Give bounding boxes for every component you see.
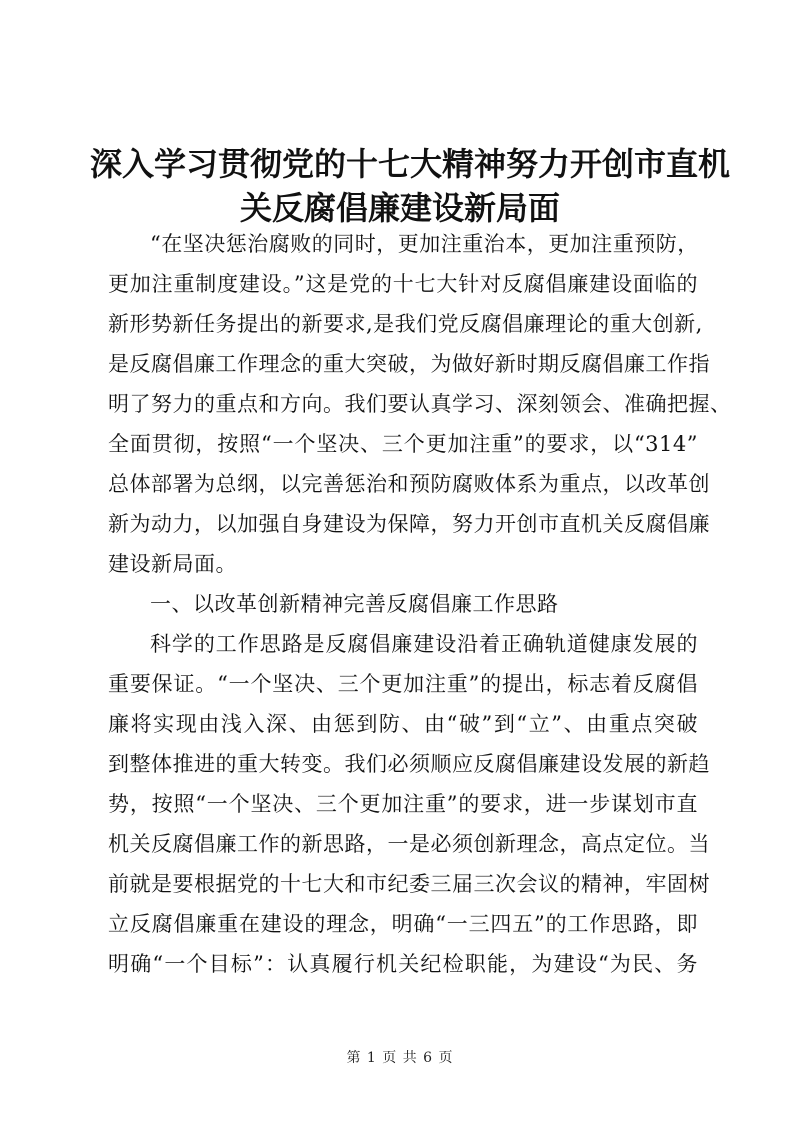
title-line-1: 深入学习贯彻党的十七大精神努力开创市直机	[90, 145, 731, 183]
paragraph-line: 新形势新任务提出的新要求,是我们党反腐倡廉理论的重大创新,	[108, 312, 703, 336]
paragraph-line: 全面贯彻，按照“一个坚决、三个更加注重”的要求，以“314”	[108, 432, 698, 456]
paragraph-line: 更加注重制度建设。”这是党的十七大针对反腐倡廉建设面临的	[108, 272, 698, 296]
paragraph-line: 机关反腐倡廉工作的新思路，一是必须创新理念，高点定位。当	[108, 832, 710, 856]
paragraph-line: 到整体推进的重大转变。我们必须顺应反腐倡廉建设发展的新趋	[108, 752, 710, 776]
document-body	[108, 224, 732, 984]
title-line-2: 关反腐倡廉建设新局面	[239, 189, 560, 227]
paragraph-1	[108, 224, 732, 584]
paragraph-line: 建设新局面。	[108, 552, 237, 576]
paragraph-line: 前就是要根据党的十七大和市纪委三届三次会议的精神，牢固树	[108, 872, 710, 896]
paragraph-line: 明确“一个目标”：认真履行机关纪检职能，为建设“为民、务	[108, 952, 698, 976]
paragraph-line: 重要保证。“一个坚决、三个更加注重”的提出，标志着反腐倡	[108, 672, 698, 696]
section-heading-1: 一、以改革创新精神完善反腐倡廉工作思路	[150, 592, 559, 616]
paragraph-line: 明了努力的重点和方向。我们要认真学习、深刻领会、准确把握、	[108, 392, 732, 416]
document-title	[90, 142, 731, 230]
paragraph-2	[108, 624, 710, 984]
paragraph-line: 立反腐倡廉重在建设的理念，明确“一三四五”的工作思路，即	[108, 912, 698, 936]
paragraph-line: 新为动力，以加强自身建设为保障，努力开创市直机关反腐倡廉	[108, 512, 710, 536]
paragraph-line: “在坚决惩治腐败的同时，更加注重治本，更加注重预防，	[150, 232, 699, 256]
page-number-footer: 第 1 页 共 6 页	[346, 1050, 454, 1066]
paragraph-line: 科学的工作思路是反腐倡廉建设沿着正确轨道健康发展的	[150, 632, 698, 656]
paragraph-line: 总体部署为总纲，以完善惩治和预防腐败体系为重点，以改革创	[108, 472, 710, 496]
paragraph-line: 廉将实现由浅入深、由惩到防、由“破”到“立”、由重点突破	[108, 712, 698, 736]
paragraph-line: 是反腐倡廉工作理念的重大突破，为做好新时期反腐倡廉工作指	[108, 352, 710, 376]
paragraph-line: 势，按照“一个坚决、三个更加注重”的要求，进一步谋划市直	[108, 792, 698, 816]
